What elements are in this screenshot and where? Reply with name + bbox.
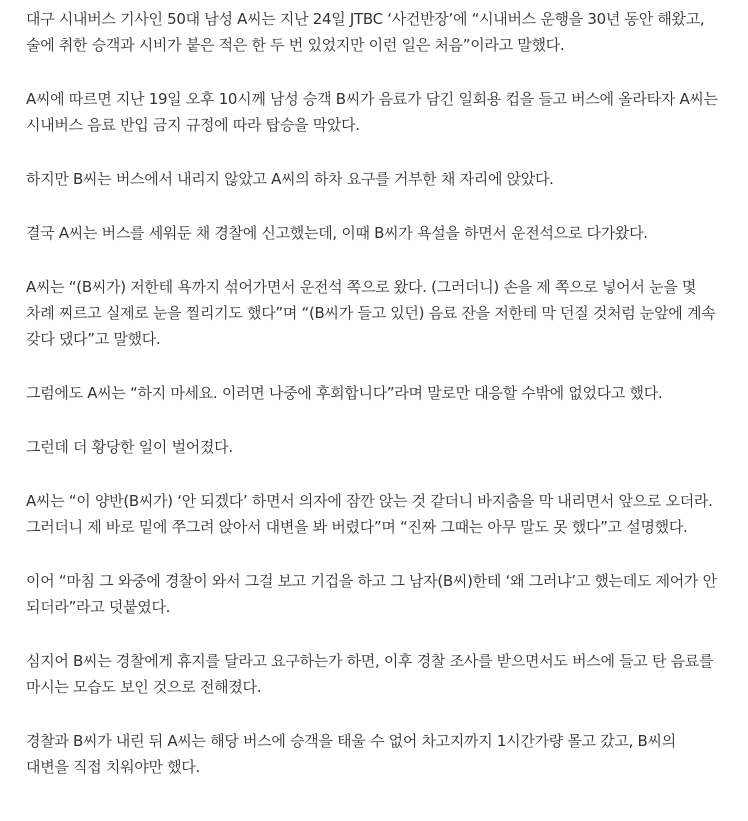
- paragraph: 심지어 B씨는 경찰에게 휴지를 달라고 요구하는가 하면, 이후 경찰 조사를 받으면서도 버스에 들고 탄 음료를 마시는 모습도 보인 것으로 전해졌다.: [26, 652, 714, 696]
- paragraph: 경찰과 B씨가 내린 뒤 A씨는 해당 버스에 승객을 태울 수 없어 차고지까지 1시간가량 몰고 갔고, B씨의 대변을 직접 치워야만 했다.: [26, 732, 676, 776]
- paragraph: 대구 시내버스 기사인 50대 남성 A씨는 지난 24일 JTBC ‘사건반장’에 “시내버스 운행을 30년 동안 해왔고, 술에 취한 승객과 시비가 붙은 적은 한 두 번 있었지만 이런 일은 처음”이라고 말했다.: [26, 10, 705, 54]
- paragraph: A씨는 “(B씨가) 저한테 욕까지 섞어가면서 운전석 쪽으로 왔다. (그러더니) 손을 제 쪽으로 넣어서 눈을 몇 차례 찌르고 실제로 눈을 찔리기도 했다”며 “(B씨가 들고 있던) 음료 잔을 저한테 막 던질 것처럼 눈앞에 계속 갖다 댔다”고 말했다.: [26, 278, 716, 348]
- paragraph: 그런데 더 황당한 일이 벌어졌다.: [26, 438, 233, 456]
- paragraph: 그럼에도 A씨는 “하지 마세요. 이러면 나중에 후회합니다”라며 말로만 대응할 수밖에 없었다고 했다.: [26, 384, 663, 402]
- paragraph: 하지만 B씨는 버스에서 내리지 않았고 A씨의 하차 요구를 거부한 채 자리에 앉았다.: [26, 170, 554, 188]
- paragraph: A씨에 따르면 지난 19일 오후 10시께 남성 승객 B씨가 음료가 담긴 일회용 컵을 들고 버스에 올라타자 A씨는 시내버스 음료 반입 금지 규정에 따라 탑승을 막았다.: [26, 90, 718, 134]
- paragraph: 이어 “마침 그 와중에 경찰이 와서 그걸 보고 기겁을 하고 그 남자(B씨)한테 ‘왜 그러냐’고 했는데도 제어가 안 되더라”라고 덧붙였다.: [26, 572, 717, 616]
- paragraph: 결국 A씨는 버스를 세워둔 채 경찰에 신고했는데, 이때 B씨가 욕설을 하면서 운전석으로 다가왔다.: [26, 224, 648, 242]
- paragraph: A씨는 “이 양반(B씨가) ‘안 되겠다’ 하면서 의자에 잠깐 앉는 것 같더니 바지춤을 막 내리면서 앞으로 오더라. 그러더니 제 바로 밑에 쭈그려 앉아서 대변을 봐 버렸다”며 “진짜 그때는 아무 말도 못 했다”고 설명했다.: [26, 492, 713, 536]
